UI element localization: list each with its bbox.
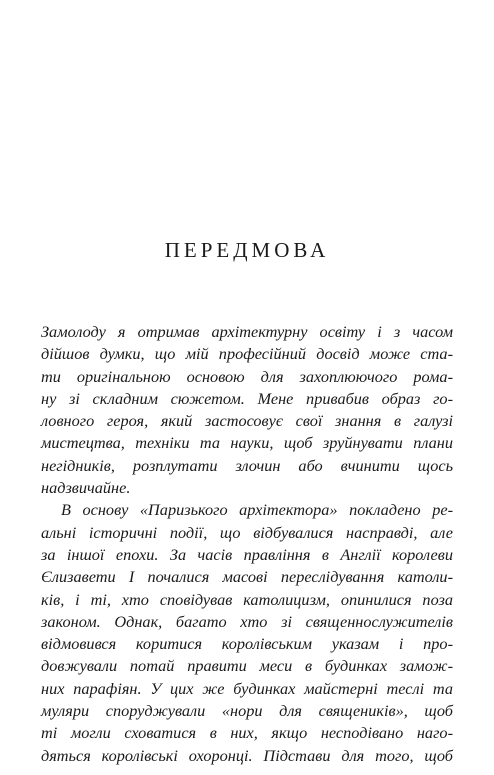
- text-line: ловного героя, який застосовує свої знання в галузі: [41, 411, 453, 431]
- text-line: мистецтва, техніки та науки, щоб зруйнувати плани: [41, 433, 453, 453]
- chapter-heading: ПЕРЕДМОВА: [164, 238, 330, 262]
- text-line: Замолоду я отримав архітектурну освіту і з часом: [41, 322, 453, 341]
- text-line: Єлизавети I почалися масові переслідування католи-: [41, 567, 453, 587]
- text-line: надзвичайне.: [41, 478, 131, 498]
- text-line: відмовився коритися королівським указам і про-: [41, 634, 453, 654]
- text-line: ну зі складним сюжетом. Мене привабив образ го-: [41, 388, 453, 408]
- text-line: ті могли сховатися в них, якщо несподівано наго-: [41, 723, 453, 743]
- text-line: законом. Однак, багато хто зі священнослужителів: [41, 611, 453, 631]
- text-line: альні історичні події, що відбувалися насправді, але: [41, 522, 453, 542]
- text-line: ти оригінальною основою для захоплюючого рома-: [41, 366, 453, 386]
- text-line: за іншої епохи. За часів правління в Англії королеви: [41, 544, 453, 564]
- text-line: дяться королівські охоронці. Підстави для того, щоб: [41, 745, 453, 765]
- text-line: В основу «Паризького архітектора» покладено ре-: [61, 500, 453, 520]
- body-text: [41, 321, 453, 767]
- text-line: ків, і ті, хто сповідував католицизм, опинилися поза: [41, 589, 453, 609]
- text-line: довжували потай правити меси в будинках замож-: [41, 656, 453, 676]
- text-line: дійшов думки, що мій професійний досвід може ста-: [41, 344, 453, 364]
- text-line: муляри споруджували «нори для священиків», щоб: [41, 701, 453, 721]
- text-line: негідників, розплутати злочин або вчинити щось: [41, 455, 453, 475]
- text-line: них парафіян. У цих же будинках майстерні теслі та: [41, 678, 453, 698]
